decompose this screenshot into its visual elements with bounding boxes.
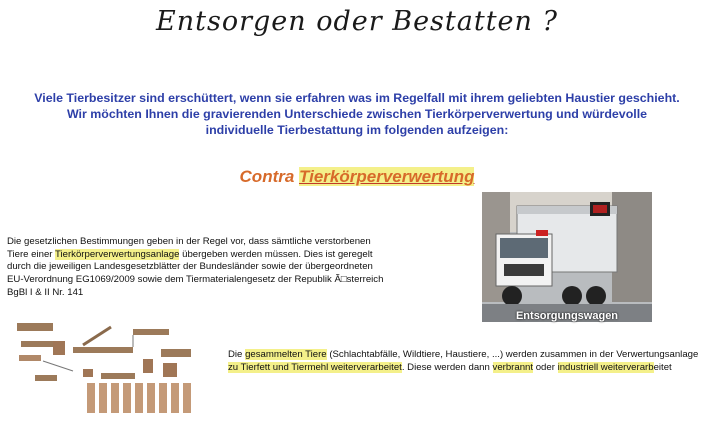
truck-illustration-icon xyxy=(482,192,652,322)
section-heading xyxy=(0,167,714,187)
heading-highlight: Tierkörperverwertung xyxy=(299,167,475,186)
plant-schematic-icon xyxy=(13,319,205,415)
intro-line-1: Viele Tierbesitzer sind erschüttert, wenn sie erfahren was im Regelfall mit ihrem geliebten Haustier geschieht. xyxy=(34,91,680,105)
intro-line-3: individuelle Tierbestattung im folgenden aufzeigen: xyxy=(205,123,509,137)
rendering-plant-diagram xyxy=(13,319,205,415)
paragraph-process-text-1: Die xyxy=(228,349,246,360)
intro-text xyxy=(0,90,714,138)
paragraph-process xyxy=(228,349,710,374)
paragraph-process-text-2: (Schlachtabfälle, Wildtiere, Haustiere, ...) werden zusammen in der Verwertungsanlage xyxy=(326,349,699,360)
paragraph-legal xyxy=(7,236,387,300)
paragraph-legal-text-1: Die gesetzlichen Bestimmungen geben in der Regel vor, dass sämtliche verstorbenen Tiere einer xyxy=(7,236,371,260)
page-title: Entsorgen oder Bestatten ? xyxy=(156,6,558,37)
photo-caption: Entsorgungswagen xyxy=(515,310,619,322)
paragraph-process-highlight-3: verbrannt xyxy=(492,361,534,373)
paragraph-process-text-4: oder xyxy=(533,361,558,373)
paragraph-process-highlight-1: gesammelten Tiere xyxy=(245,349,327,360)
paragraph-process-text-5: eitet xyxy=(653,361,672,373)
paragraph-process-highlight-4: industriell weiterverarb xyxy=(557,361,654,373)
paragraph-process-text-3: . Diese werden dann xyxy=(401,361,493,373)
paragraph-process-highlight-2: zu Tierfett und Tiermehl weiterverarbeitet xyxy=(228,361,402,373)
intro-line-2: Wir möchten Ihnen die gravierenden Unterschiede zwischen Tierkörperverwertung und würdevolle xyxy=(66,107,648,121)
paragraph-legal-text-2: übergeben werden müssen. Dies ist geregelt durch die jeweiligen Landesgesetzblätter der Bundesländer sowie der übergeordneten EU-Verordnung EG1069/2009 sowie dem Tiermaterialengesetz der Republik Ã□sterreich BgBl I & II Nr. 141 xyxy=(7,248,384,298)
paragraph-legal-highlight: Tierkörperverwertungsanlage xyxy=(55,248,180,260)
truck-photo xyxy=(482,192,652,322)
heading-prefix: Contra xyxy=(239,167,295,186)
